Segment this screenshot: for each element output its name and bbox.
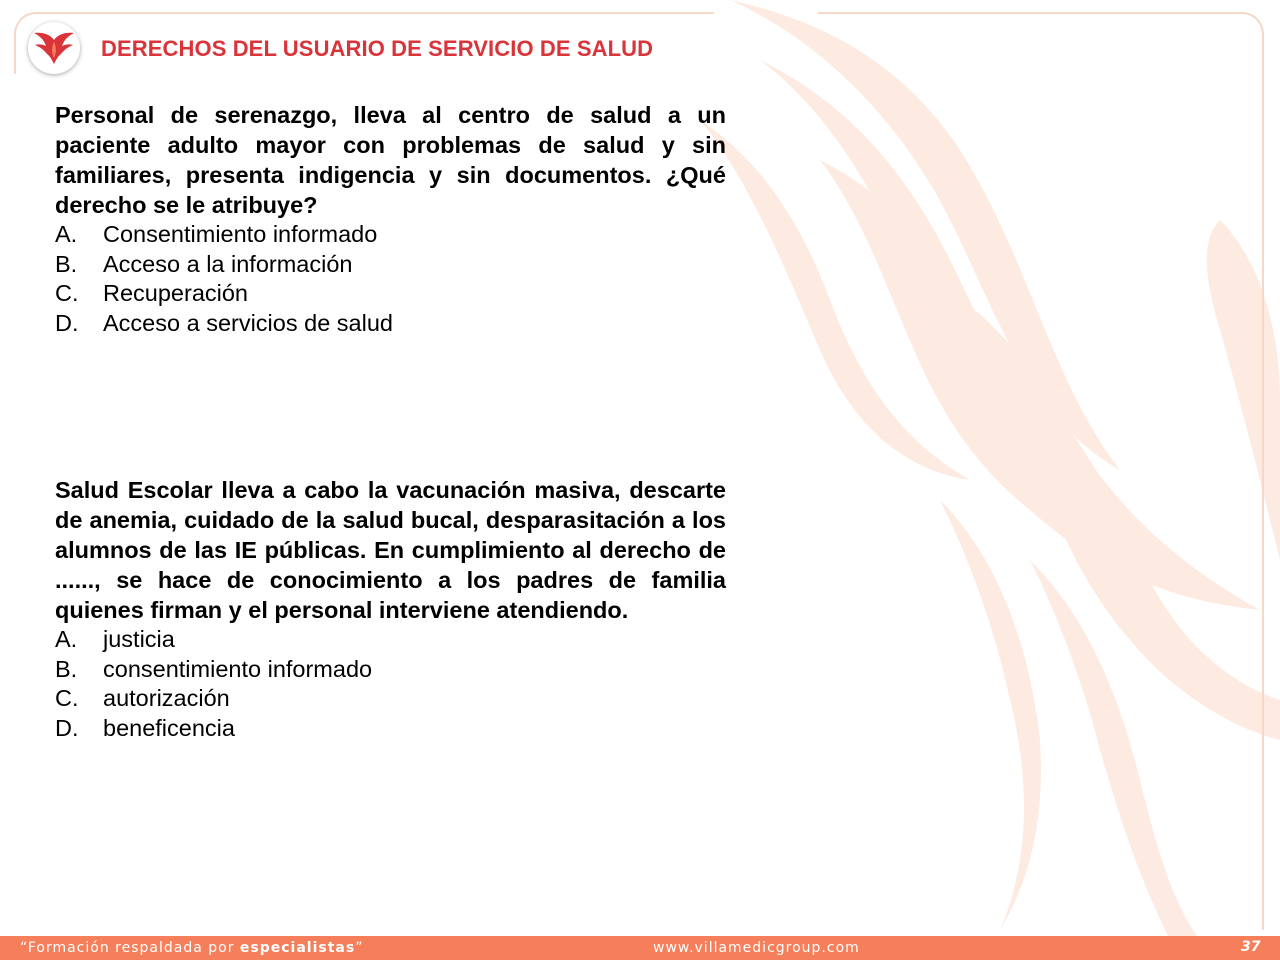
option-text: consentimiento informado [103, 655, 373, 682]
question-text: Personal de serenazgo, lleva al centro de salud a un paciente adulto mayor con problemas de salud y sin familiares, presenta indigencia y sin documentos. ¿Qué derecho se le atribuye? [55, 102, 726, 218]
slogan-bold: especialistas [239, 940, 356, 956]
frame-top-right [818, 12, 1264, 74]
phoenix-logo-icon [32, 30, 76, 66]
option-letter: C. [55, 685, 79, 712]
option-text: Acceso a servicios de salud [103, 310, 393, 337]
option-a [55, 625, 726, 655]
option-text: justicia [103, 626, 175, 652]
option-a [55, 220, 726, 250]
option-text: Recuperación [103, 280, 249, 307]
option-c [55, 684, 726, 714]
option-letter: A. [55, 626, 78, 652]
page-number: 37 [1241, 939, 1261, 955]
option-letter: C. [55, 280, 79, 307]
option-text: Consentimiento informado [103, 221, 378, 247]
question-text: Salud Escolar lleva a cabo la vacunación masiva, descarte de anemia, cuidado de la salud bucal, desparasitación a los alumnos de las IE públicas. En cumplimiento al derecho de ......, se hace de conocimiento a los padres de familia quienes firman y el personal interviene atendiendo. [55, 477, 726, 623]
option-letter: B. [55, 250, 78, 277]
option-d [55, 309, 726, 339]
option-text: autorización [103, 685, 230, 712]
option-b [55, 250, 726, 280]
slogan-prefix: “Formación respaldada por [20, 940, 240, 956]
option-text: beneficencia [103, 715, 235, 742]
question-1 [55, 100, 726, 339]
frame-right [1262, 60, 1264, 930]
option-b [55, 655, 726, 685]
option-list [55, 625, 726, 744]
slogan-suffix: ” [355, 940, 364, 956]
option-d [55, 714, 726, 744]
option-list [55, 220, 726, 339]
logo [28, 22, 80, 74]
option-text: Acceso a la información [103, 250, 353, 277]
question-2 [55, 475, 726, 744]
footer-website: www.villamedicgroup.com [653, 940, 860, 956]
option-letter: D. [55, 715, 79, 742]
option-letter: B. [55, 655, 78, 682]
footer-bar [0, 936, 1280, 960]
phoenix-watermark-icon [700, 0, 1280, 940]
footer-slogan [20, 940, 363, 956]
option-letter: D. [55, 310, 79, 337]
option-letter: A. [55, 221, 78, 247]
option-c [55, 279, 726, 309]
page-title: DERECHOS DEL USUARIO DE SERVICIO DE SALUD [101, 36, 654, 61]
